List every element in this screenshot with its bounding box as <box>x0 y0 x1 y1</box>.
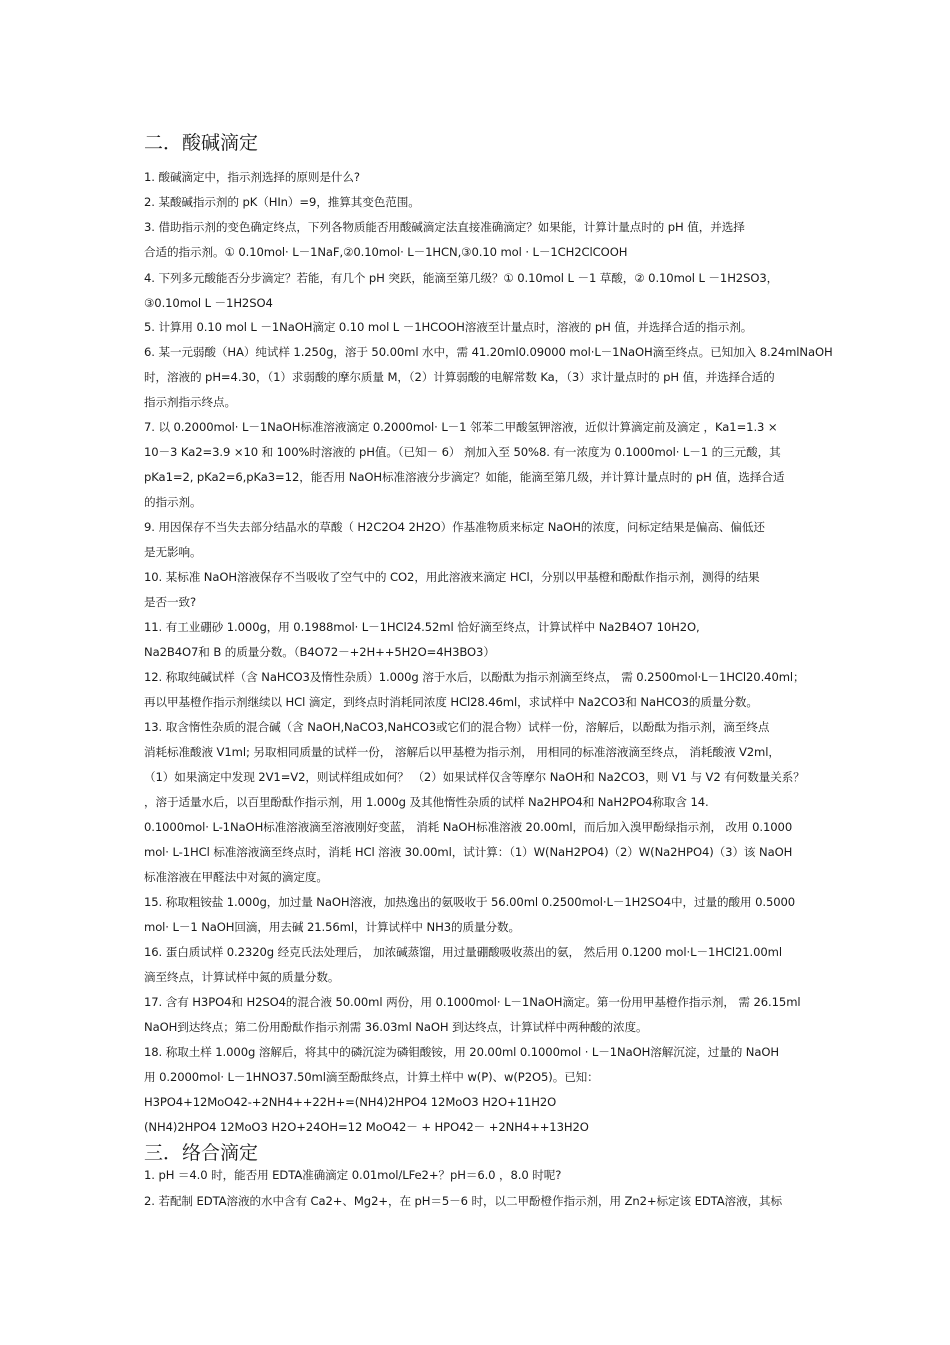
text-line: 17. 含有 H3PO4和 H2SO4的混合液 50.00ml 两份，用 0.1000mol· L－1NaOH滴定。第一份用甲基橙作指示剂， 需 26.15ml <box>144 995 801 1009</box>
text-line: 合适的指示剂。① 0.10mol· L－1NaF,②0.10mol· L－1HCN,③0.10 mol · L－1CH2ClCOOH <box>144 245 628 259</box>
text-line: 0.1000mol· L-1NaOH标准溶液滴至溶液刚好变蓝， 消耗 NaOH标准溶液 20.00ml，而后加入溴甲酚绿指示剂， 改用 0.1000 <box>144 820 793 834</box>
text-line: Na2B4O7和 B 的质量分数。（B4O72－+2H++5H2O=4H3BO3） <box>144 645 495 659</box>
section-heading: 三．络合滴定 <box>144 1142 259 1164</box>
section-heading: 二．酸碱滴定 <box>144 132 259 154</box>
text-line: 10－3 Ka2=3.9 ×10 和 100%时溶液的 pH值。（已知－ 6） 剂加入至 50%8. 有一浓度为 0.1000mol· L－1 的三元酸，其 <box>144 445 781 459</box>
text-line: 再以甲基橙作指示剂继续以 HCl 滴定，到终点时消耗同浓度 HCl28.46ml，求试样中 Na2CO3和 NaHCO3的质量分数。 <box>144 695 758 709</box>
text-line: 滴至终点，计算试样中氮的质量分数。 <box>144 970 340 984</box>
text-line: H3PO4+12MoO42-+2NH4++22H+=(NH4)2HPO4 12MoO3 H2O+11H2O <box>144 1095 557 1109</box>
text-line: 18. 称取土样 1.000g 溶解后，将其中的磷沉淀为磷钼酸铵，用 20.00ml 0.1000mol · L－1NaOH溶解沉淀，过量的 NaOH <box>144 1045 780 1059</box>
text-line: 10. 某标准 NaOH溶液保存不当吸收了空气中的 CO2，用此溶液来滴定 HCl，分别以甲基橙和酚酞作指示剂，测得的结果 <box>144 570 760 584</box>
text-line: mol· L－1 NaOH回滴，用去碱 21.56ml，计算试样中 NH3的质量分数。 <box>144 920 520 934</box>
text-line: 时，溶液的 pH=4.30，（1）求弱酸的摩尔质量 M，（2）计算弱酸的电解常数 Ka，（3）求计量点时的 pH 值，并选择合适的 <box>144 370 775 384</box>
text-line: （1）如果滴定中发现 2V1=V2，则试样组成如何？ （2）如果试样仅含等摩尔 NaOH和 Na2CO3，则 V1 与 V2 有何数量关系？ <box>144 770 805 784</box>
text-line: 消耗标准酸液 V1ml; 另取相同质量的试样一份， 溶解后以甲基橙为指示剂， 用相同的标准溶液滴至终点， 消耗酸液 V2ml， <box>144 745 780 759</box>
text-line: 11. 有工业硼砂 1.000g，用 0.1988mol· L－1HCl24.52ml 恰好滴至终点，计算试样中 Na2B4O7 10H2O, <box>144 620 700 634</box>
text-line: 的指示剂。 <box>144 495 202 509</box>
text-line: 是否一致? <box>144 595 197 609</box>
text-line: 标准溶液在甲醛法中对氮的滴定度。 <box>144 870 328 884</box>
text-line: ③0.10mol L －1H2SO4 <box>144 296 273 310</box>
text-line: 7. 以 0.2000mol· L－1NaOH标准溶液滴定 0.2000mol· L－1 邻苯二甲酸氢钾溶液，近似计算滴定前及滴定 ，Ka1=1.3 × <box>144 420 778 434</box>
text-line: 16. 蛋白质试样 0.2320g 经克氏法处理后， 加浓碱蒸馏，用过量硼酸吸收蒸出的氨， 然后用 0.1200 mol·L－1HCl21.00ml <box>144 945 782 959</box>
text-line: 9. 用因保存不当失去部分结晶水的草酸（ H2C2O4 2H2O）作基准物质来标定 NaOH的浓度，问标定结果是偏高、偏低还 <box>144 520 765 534</box>
text-line: pKa1=2, pKa2=6,pKa3=12，能否用 NaOH标准溶液分步滴定？如能，能滴至第几级，并计算计量点时的 pH 值，选择合适 <box>144 470 785 484</box>
text-line: 6. 某一元弱酸（HA）纯试样 1.250g，溶于 50.00ml 水中，需 41.20ml0.09000 mol·L－1NaOH滴至终点。已知加入 8.24mlNaOH <box>144 345 833 359</box>
text-line: 是无影响。 <box>144 545 202 559</box>
text-line: 用 0.2000mol· L－1HNO37.50ml滴至酚酞终点，计算土样中 w(P)、w(P2O5)。已知： <box>144 1070 599 1084</box>
text-line: 13. 取含惰性杂质的混合碱（含 NaOH,NaCO3,NaHCO3或它们的混合物）试样一份，溶解后，以酚酞为指示剂，滴至终点 <box>144 720 770 734</box>
text-line: 5. 计算用 0.10 mol L －1NaOH滴定 0.10 mol L －1HCOOH溶液至计量点时，溶液的 pH 值，并选择合适的指示剂。 <box>144 320 753 334</box>
text-line: 12. 称取纯碱试样（含 NaHCO3及惰性杂质）1.000g 溶于水后，以酚酞为指示剂滴至终点， 需 0.2500mol·L－1HCl20.40ml； <box>144 670 805 684</box>
text-line: ，溶于适量水后，以百里酚酞作指示剂，用 1.000g 及其他惰性杂质的试样 Na2HPO4和 NaH2PO4称取含 14. <box>144 795 709 809</box>
text-line: 2. 若配制 EDTA溶液的水中含有 Ca2+、Mg2+，在 pH＝5－6 时，以二甲酚橙作指示剂，用 Zn2+标定该 EDTA溶液，其标 <box>144 1194 783 1208</box>
text-line: 4. 下列多元酸能否分步滴定？若能，有几个 pH 突跃，能滴至第几级？① 0.10mol L －1 草酸，② 0.10mol L －1H2SO3， <box>144 271 779 285</box>
text-line: 1. 酸碱滴定中，指示剂选择的原则是什么? <box>144 170 360 184</box>
text-line: 15. 称取粗铵盐 1.000g，加过量 NaOH溶液，加热逸出的氨吸收于 56.00ml 0.2500mol·L－1H2SO4中，过量的酸用 0.5000 <box>144 895 796 909</box>
text-line: mol· L-1HCl 标准溶液滴至终点时，消耗 HCl 溶液 30.00ml，试计算：（1）W(NaH2PO4)（2）W(Na2HPO4)（3）该 NaOH <box>144 845 793 859</box>
text-line: 指示剂指示终点。 <box>144 395 236 409</box>
text-line: 1. pH ＝4.0 时，能否用 EDTA准确滴定 0.01mol/LFe2+？pH＝6.0 ，8.0 时呢? <box>144 1168 562 1182</box>
text-line: (NH4)2HPO4 12MoO3 H2O+24OH=12 MoO42－ + HPO42－ +2NH4++13H2O <box>144 1120 589 1134</box>
text-line: NaOH到达终点；第二份用酚酞作指示剂需 36.03ml NaOH 到达终点，计算试样中两种酸的浓度。 <box>144 1020 648 1034</box>
text-line: 3. 借助指示剂的变色确定终点，下列各物质能否用酸碱滴定法直接准确滴定？如果能，计算计量点时的 pH 值，并选择 <box>144 220 745 234</box>
text-line: 2. 某酸碱指示剂的 pK（HIn）=9，推算其变色范围。 <box>144 195 420 209</box>
